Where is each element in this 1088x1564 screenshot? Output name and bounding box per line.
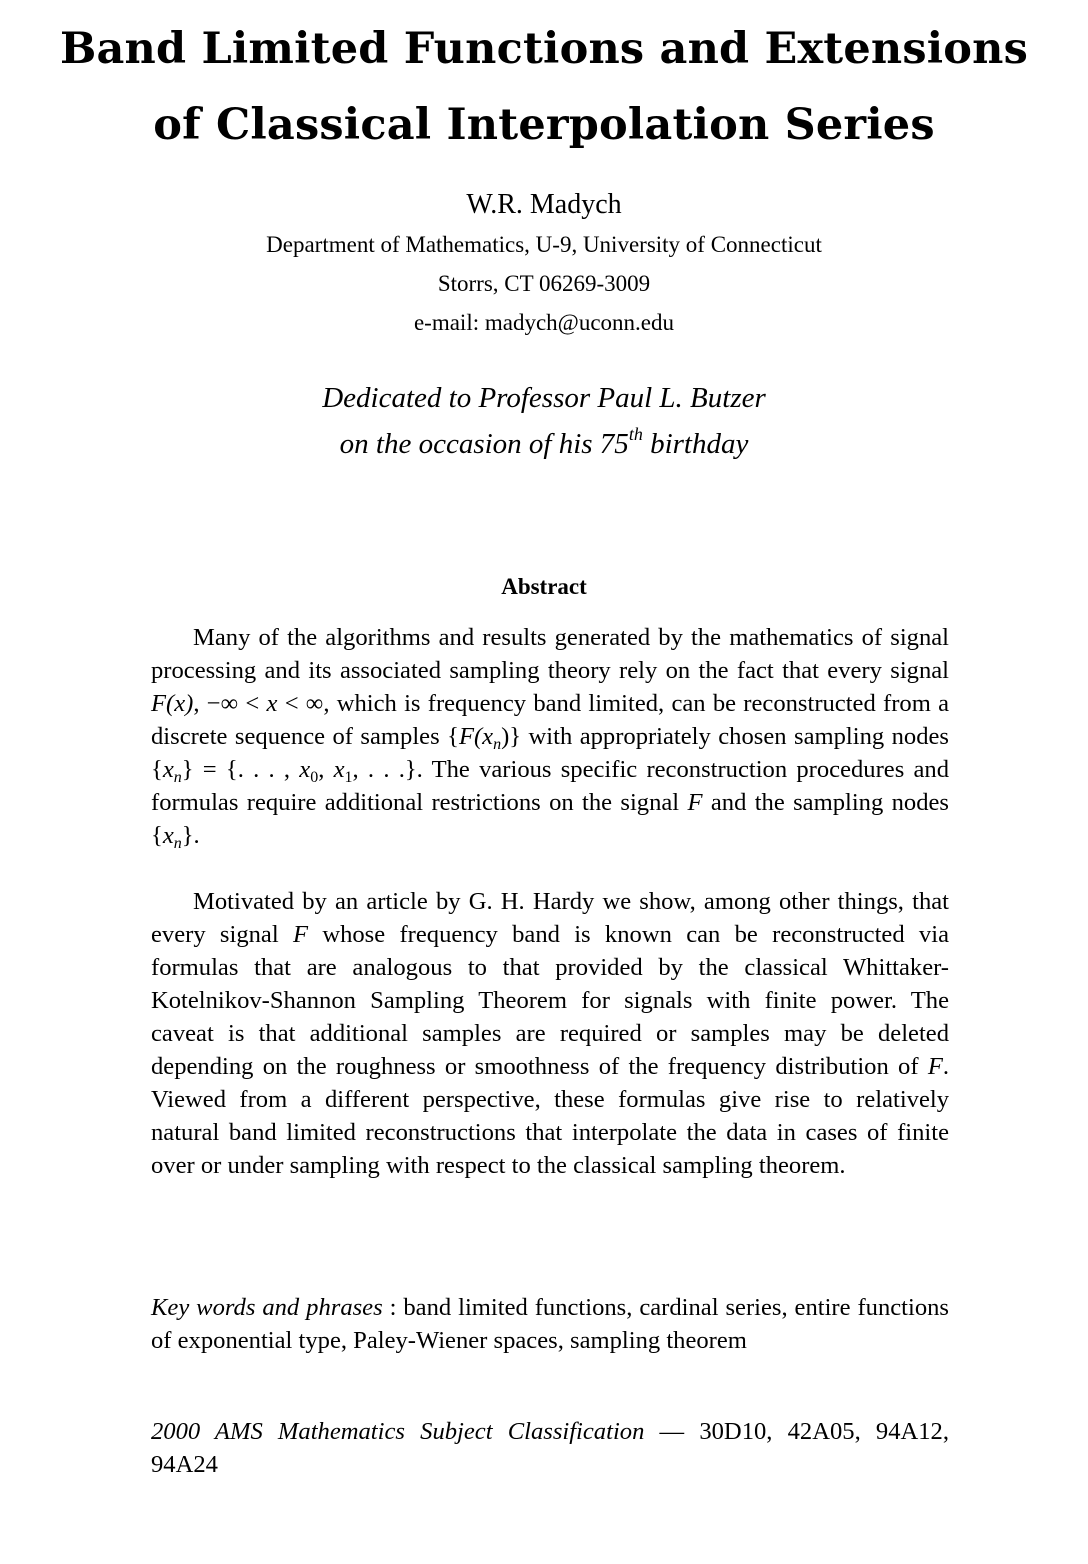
keywords (151, 1291, 949, 1357)
author-address: Storrs, CT 06269-3009 (437, 271, 651, 296)
text-run: )} with appropriately chosen sampling nodes { (151, 723, 950, 783)
text-run: , −∞ < (193, 690, 267, 717)
math: F (687, 789, 703, 816)
math: F(x) (151, 690, 194, 717)
dedication-superscript: th (628, 424, 643, 444)
dedication-text-end: birthday (642, 428, 749, 460)
math: F (292, 921, 309, 948)
keywords-text: : band limited functions, cardinal series, entire functions of exponential type, Paley-Wiener spaces, sampling theorem (151, 1294, 949, 1354)
text-run: . Viewed from a different perspective, these formulas give rise to relatively natural band limited reconstructions that interpolate the data in cases of finite over or under sampling with respect to the classical sampling theorem. (151, 1053, 949, 1179)
math: F (927, 1053, 943, 1080)
text-run: Many of the algorithms and results generated by the mathematics of signal processing and its associated sampling theory rely on the fact that every signal (151, 624, 949, 684)
text-run: , (318, 756, 334, 783)
abstract-paragraph-1 (151, 621, 949, 852)
text-run: < ∞, which is frequency band limited, can be reconstructed from a discrete sequence of samples { (151, 690, 949, 750)
author-email: e-mail: madych@uconn.edu (413, 310, 675, 335)
abstract-heading: Abstract (501, 574, 587, 599)
author-department: Department of Mathematics, U-9, University of Connecticut (266, 232, 822, 257)
math-subscript: n (173, 835, 182, 852)
math-subscript: 1 (344, 769, 353, 786)
text-run: , . . .}. The various specific reconstruction procedures and formulas require additional restrictions on the signal (151, 756, 950, 816)
math: x (299, 756, 311, 783)
math-subscript: n (173, 769, 182, 786)
math: x (162, 822, 174, 849)
paper-title (40, 24, 1048, 150)
text-run: Motivated by an article by G. H. Hardy we show, among other things, that every signal (151, 888, 949, 948)
text-run: whose frequency band is known can be reconstructed via formulas that are analogous to that provided by the classical Whittaker-Kotelnikov-Shannon Sampling Theorem for signals with finite power. The caveat is that additional samples are required or samples may be deleted depending on the roughness or smoothness of the frequency distribution of (151, 921, 949, 1080)
title-line-1: Band Limited Functions and Extensions (59, 24, 1029, 74)
ams-classification (151, 1415, 949, 1481)
abstract-paragraph-2 (151, 885, 949, 1182)
ams-codes: — 30D10, 42A05, 94A12, 94A24 (151, 1418, 950, 1478)
math: x (333, 756, 345, 783)
title-line-2: of Classical Interpolation Series (153, 100, 935, 150)
math: F(x (458, 723, 494, 750)
text-run: and the sampling nodes { (151, 789, 949, 849)
math-subscript: n (493, 736, 502, 753)
text-run: } = {. . . , (181, 756, 300, 783)
math: x (266, 690, 278, 717)
ams-label: 2000 AMS Mathematics Subject Classification (151, 1418, 645, 1445)
author-name: W.R. Madych (466, 189, 622, 220)
dedication-text: on the occasion of his 75 (339, 428, 629, 460)
keywords-label: Key words and phrases (151, 1294, 383, 1321)
dedication-line-1: Dedicated to Professor Paul L. Butzer (322, 382, 766, 414)
text-run: }. (181, 822, 200, 849)
dedication-line-2 (0, 424, 1088, 461)
math-subscript: 0 (310, 769, 319, 786)
math: x (162, 756, 174, 783)
